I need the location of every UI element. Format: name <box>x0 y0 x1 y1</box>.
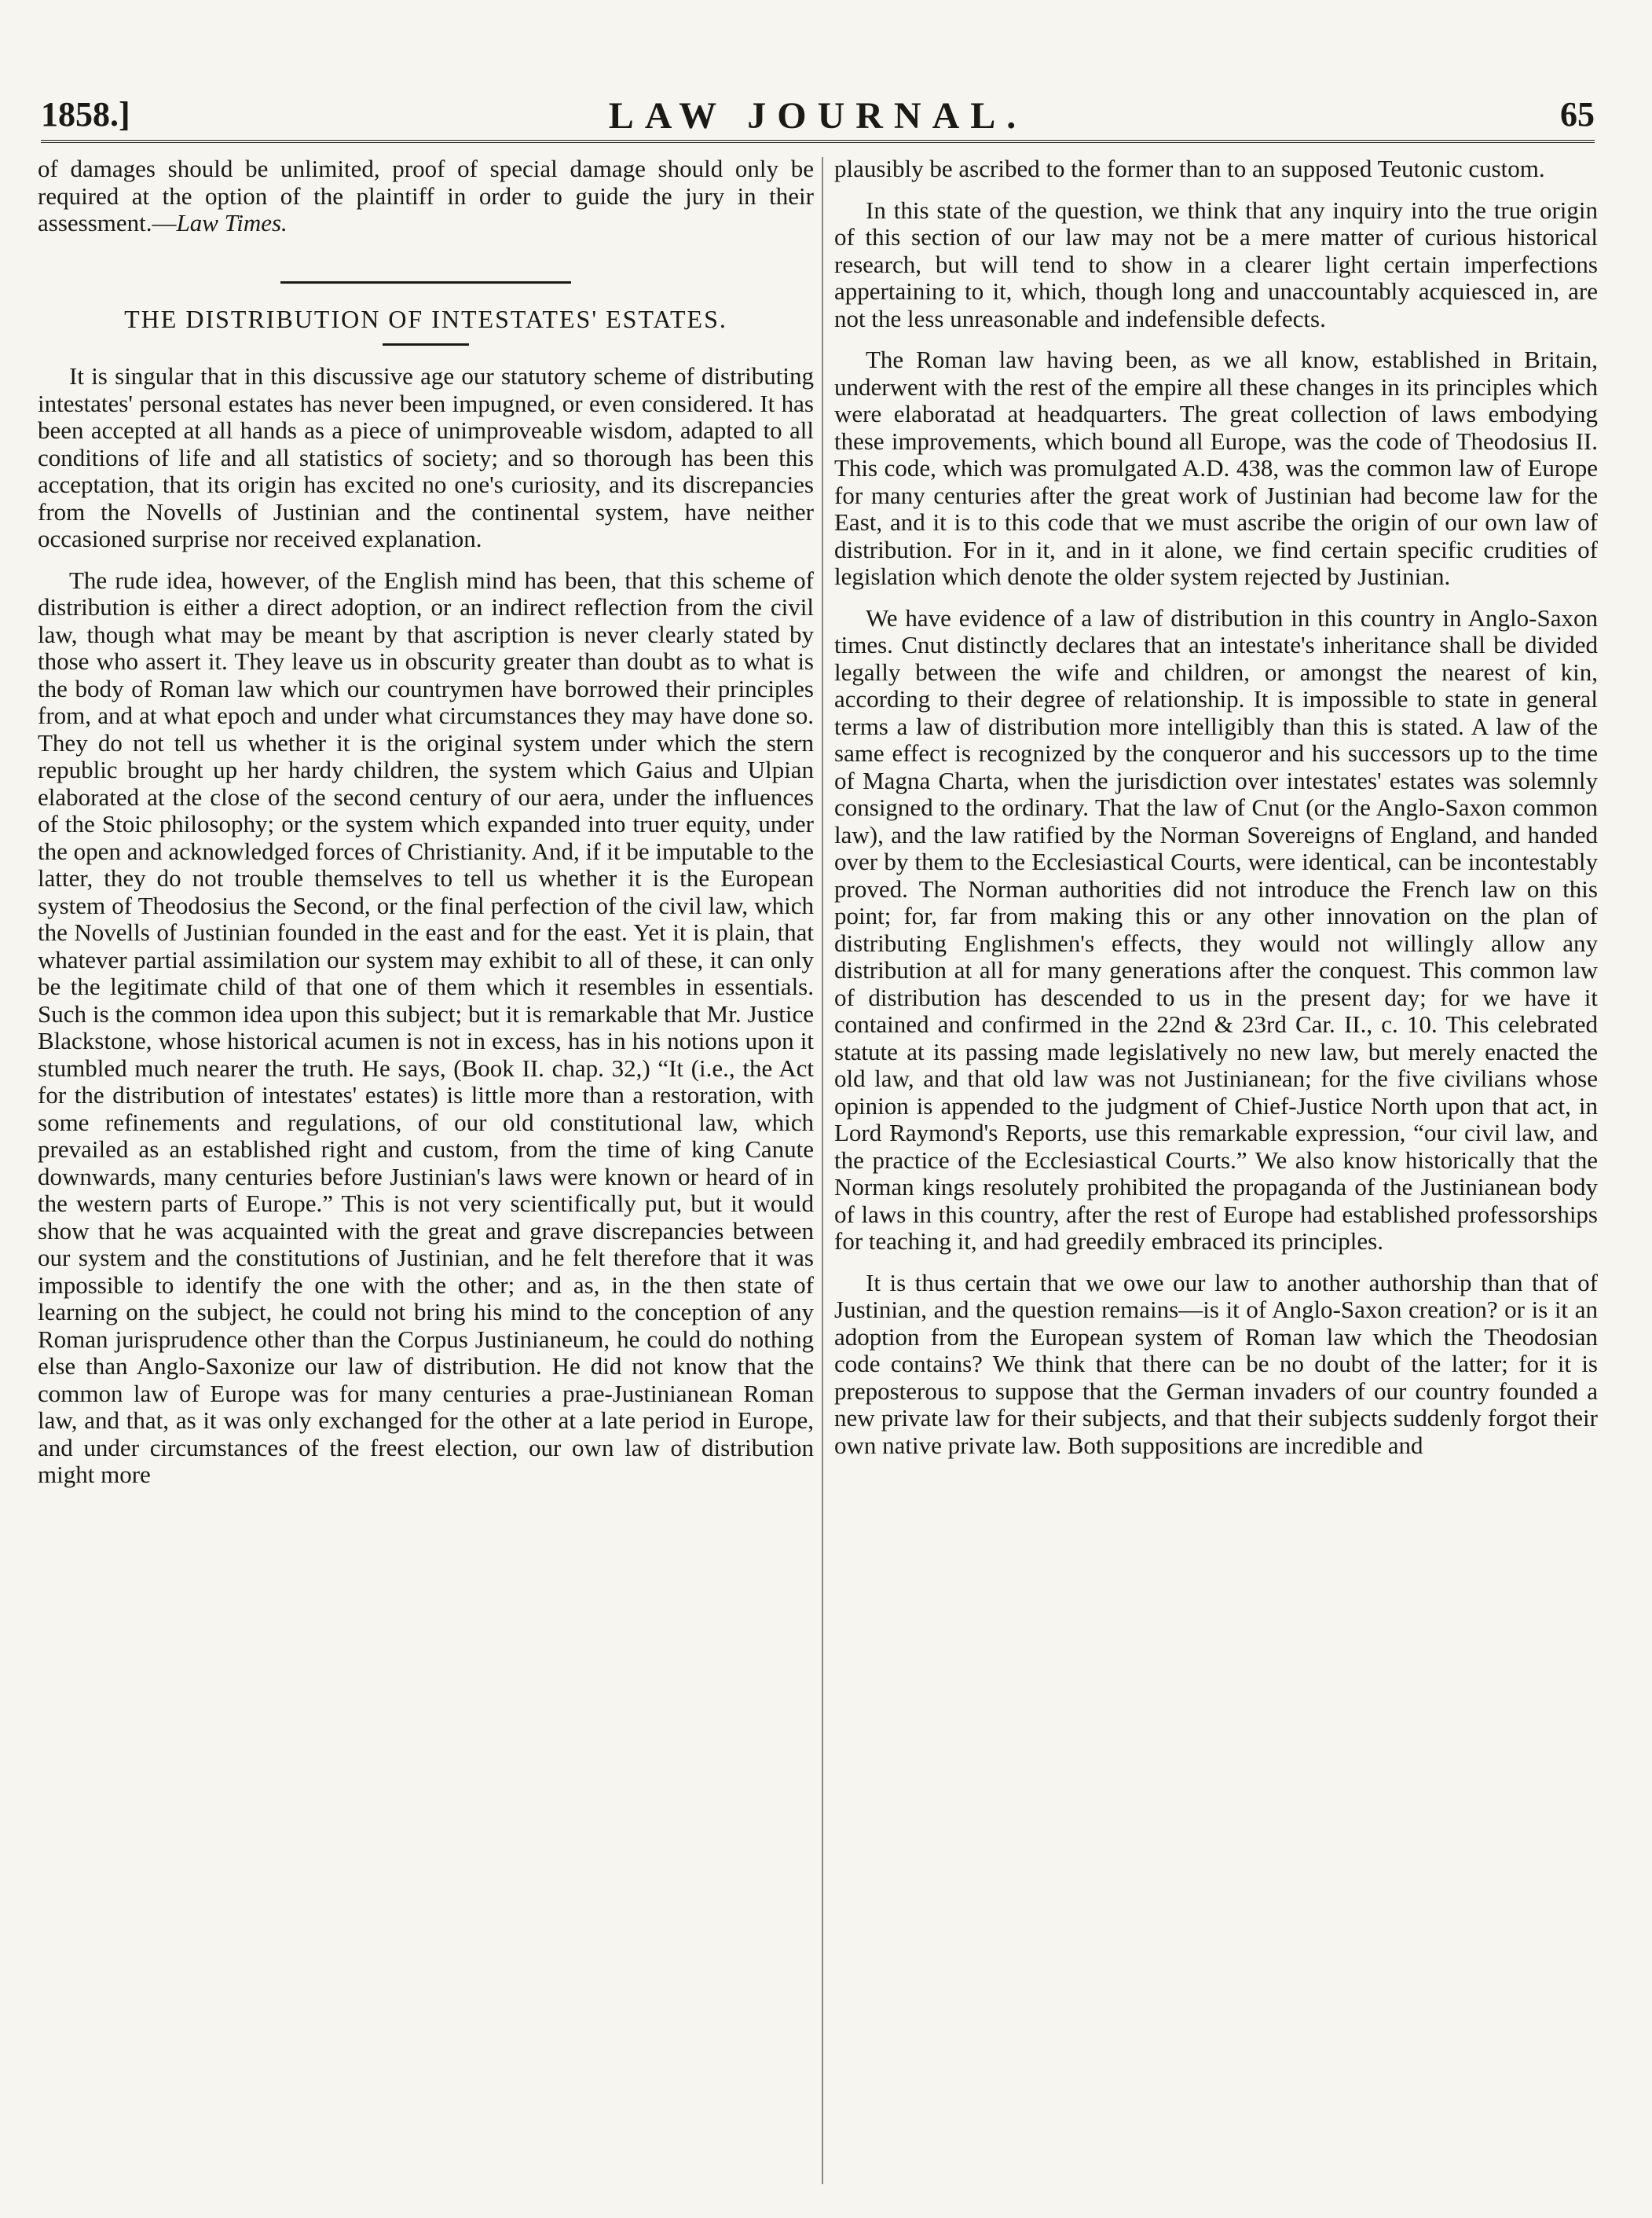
paragraph: In this state of the question, we think that any inquiry into the true origin of this section of our law may not be a mere matter of curious historical research, but will tend to show in a clearer light certain imperfections appertaining to it, which, though long and unaccountably acquiesced in, are not the less unreasonable and indefensible defects. <box>834 196 1598 332</box>
right-column <box>834 156 1598 1459</box>
paragraph: It is thus certain that we owe our law to another authorship than that of Justinian, and the question remains—is it of Anglo-Saxon creation? or is it an adoption from the European system of Roman law which the Theodosian code contains? We think that there can be no doubt of the latter; for it is preposterous to suppose that the German invaders of our country founded a new private law for their subjects, and that their subjects suddenly forgot their own native private law. Both suppositions are incredible and <box>834 1268 1598 1459</box>
page-number: 65 <box>1560 95 1595 134</box>
title-underline <box>383 343 469 346</box>
column-divider <box>822 157 823 2184</box>
section-divider <box>280 281 571 284</box>
continued-paragraph: plausibly be ascribed to the former than to an supposed Teutonic custom. <box>834 155 1545 182</box>
paragraph: The rude idea, however, of the English mind has been, that this scheme of distribution is either a direct adoption, or an indirect reflection from the civil law, though what may be meant by that ascription is never clearly stated by those who assert it. They leave us in obscurity greater than doubt as to what is the body of Roman law which our countrymen have borrowed their principles from, and at what epoch and under what circumstances they may have done so. They do not tell us whether it is the original system under which the stern republic brought up her hardy children, the system which Gaius and Ulpian elaborated at the close of the second century of our aera, under the influences of the Stoic philosophy; or the system which expanded into truer equity, under the open and acknowledged forces of Christianity. And, if it be imputable to the latter, they do not trouble themselves to tell us whether it is the European system of Theodosius the Second, or the final perfection of the civil law, which the Novells of Justinian founded in the east and for the east. Yet it is plain, that whatever partial assimilation our system may exhibit to all of these, it can only be the legitimate child of that one of them which it resembles in essentials. Such is the common idea upon this subject; but it is remarkable that Mr. Justice Blackstone, whose historical acumen is not in excess, has in his notions upon it stumbled much nearer the truth. He says, (Book II. chap. 32,) “It (i.e., the Act for the distribution of intestates' estates) is little more than a restoration, with some refinements and regulations, of our old constitutional law, which prevailed as an established right and custom, from the time of king Canute downwards, many centuries before Justinian's laws were known or heard of in the western parts of Europe.” This is not very scientifically put, but it would show that he was acquainted with the great and grave discrepancies between our system and the constitutions of Justinian, and he felt therefore that it was impossible to identify the one with the other; and as, in the then state of learning on the subject, he could not bring his mind to the conception of any Roman jurisprudence other than the Corpus Justinianeum, he could do nothing else than Anglo-Saxonize our law of distribution. He did not know that the common law of Europe was for many centuries a prae-Justinianean Roman law, and that, as it was only exchanged for the other at a late period in Europe, and under circumstances of the freest election, our own law of distribution might more <box>38 566 814 1488</box>
lead-paragraph-text: of damages should be unlimited, proof of special damage should only be required at the option of the plaintiff in order to guide the jury in their assessment.— <box>38 155 814 236</box>
running-header <box>41 93 1595 143</box>
left-column <box>38 156 814 1489</box>
journal-title: LAW JOURNAL. <box>608 95 1027 137</box>
article-title: THE DISTRIBUTION OF INTESTATES' ESTATES. <box>124 304 727 333</box>
paragraph: The Roman law having been, as we all know, established in Britain, underwent with the rest of the empire all these changes in its principles which were elaboratad at headquarters. The great collection of laws embodying these improvements, which bound all Europe, was the code of Theodosius II. This code, which was promulgated A.D. 438, was the common law of Europe for many centuries after the great work of Justinian had become law for the East, and it is to this code that we must ascribe the origin of our own law of distribution. For in it, and in it alone, we find certain specific crudities of legislation which denote the older system rejected by Justinian. <box>834 346 1598 590</box>
paragraph: We have evidence of a law of distribution in this country in Anglo-Saxon times. Cnut distinctly declares that an intestate's inheritance shall be divided legally between the wife and children, or amongst the nearest of kin, according to their degree of relationship. It is impossible to state in general terms a law of distribution more intelligibly than this is stated. A law of the same effect is recognized by the conqueror and his successors up to the time of Magna Charta, when the jurisdiction over intestates' estates was solemnly consigned to the ordinary. That the law of Cnut (or the Anglo-Saxon common law), and the law ratified by the Norman Sovereigns of England, and handed over by them to the Ecclesiastical Courts, were identical, can be incontestably proved. The Norman authorities did not introduce the French law on this point; for, far from making this or any other innovation on the plan of distributing Englishmen's effects, they would not willingly allow any distribution at all for many generations after the conquest. This common law of distribution has descended to us in the present day; for we have it contained and confirmed in the 22nd & 23rd Car. II., c. 10. This celebrated statute at its passing made legislatively no new law, but merely enacted the old law, and that old law was not Justinianean; for the five civilians whose opinion is appended to the judgment of Chief-Justice North upon that act, in Lord Raymond's Reports, use this remarkable expression, “our civil law, and the practice of the Ecclesiastical Courts.” We also know historically that the Norman kings resolutely prohibited the propaganda of the Justinianean body of laws in this country, after the rest of Europe had established professorships for teaching it, and had greedily embraced its principles. <box>834 603 1598 1255</box>
lead-source: Law Times. <box>176 209 288 236</box>
lead-paragraph <box>38 156 814 237</box>
header-year: 1858.] <box>41 95 130 134</box>
paragraph: It is singular that in this discussive age our statutory scheme of distributing intestates' personal estates has never been impugned, or even considered. It has been accepted at all hands as a piece of unimproveable wisdom, adapted to all conditions of life and all statistics of society; and so thorough has been this acceptation, that its origin has excited no one's curiosity, and its discrepancies from the Novells of Justinian and the continental system, have neither occasioned surprise nor received explanation. <box>38 362 814 552</box>
